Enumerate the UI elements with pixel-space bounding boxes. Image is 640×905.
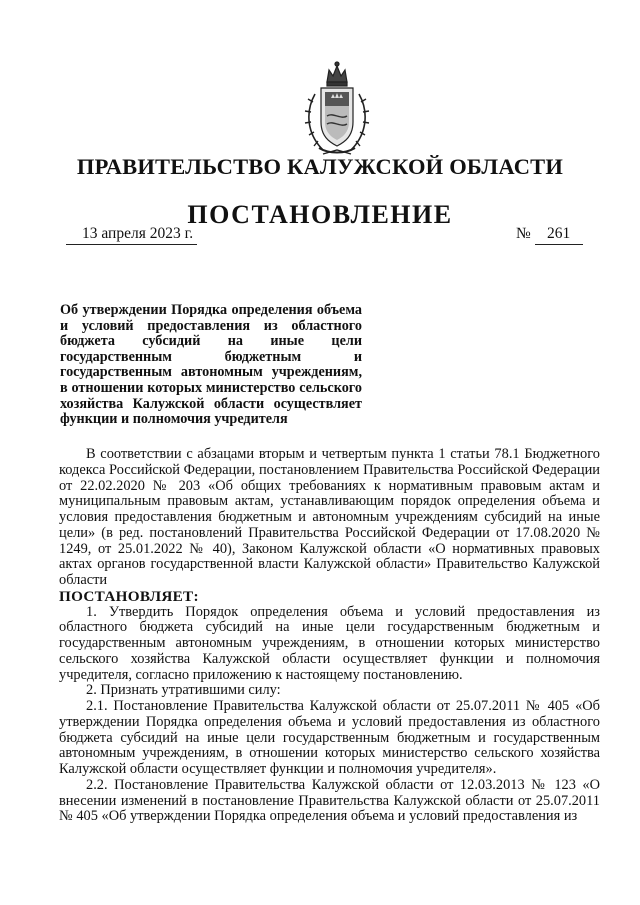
- preamble-paragraph: В соответствии с абзацами вторым и четвертым пункта 1 статьи 78.1 Бюджетного кодекса Российской Федерации, постановлением Правительства Российской Федерации от 22.02.2020 № 203 «Об общих требованиях к нормативным правовым актам и муниципальным правовым актам, устанавливающим порядок определения объема и условия предоставления бюджетным и автономным учреждениям субсидий на иные цели» (в ред. постановлений Правительства Российской Федерации от 17.08.2020 № 1249, от 25.01.2022 № 40), Законом Калужской области «О нормативных правовых актах органов государственной власти Калужской области» Правительство Калужской области: [59, 446, 600, 588]
- decree-heading: ПОСТАНОВЛЯЕТ:: [59, 587, 199, 605]
- coat-of-arms-icon: [301, 60, 373, 158]
- number-label: №: [516, 225, 531, 242]
- list-item: 2. Признать утратившими силу:: [86, 682, 281, 699]
- document-number: [516, 225, 583, 245]
- list-item: 2.1. Постановление Правительства Калужской области от 25.07.2011 № 405 «Об утверждении Порядка определения объема и условий предоставления из областного бюджета субсидий на иные цели государственным бюджетным и государственным автономным учреждениям, в отношении которых министерство сельского хозяйства Калужской области осуществляет функции и полномочия учредителя».: [59, 698, 600, 777]
- number-value: 261: [535, 225, 583, 245]
- list-item: 1. Утвердить Порядок определения объема и условий предоставления из областного бюджета субсидий на иные цели государственным бюджетным и государственным автономным учреждениям, в отношении которых министерство сельского хозяйства Калужской области осуществляет функции и полномочия учредителя, согласно приложению к настоящему постановлению.: [59, 603, 600, 683]
- document-type-title: ПОСТАНОВЛЕНИЕ: [187, 200, 453, 229]
- document-subject: Об утверждении Порядка определения объема и условий предоставления из областного бюджета субсидий на иные цели государственным бюджетным и государственным автономным учреждениям, в отношении которых министерство сельского хозяйства Калужской области осуществляет функции и полномочия учредителя: [60, 302, 362, 428]
- document-date: [66, 225, 197, 245]
- government-title: ПРАВИТЕЛЬСТВО КАЛУЖСКОЙ ОБЛАСТИ: [76, 154, 564, 179]
- list-item: 2.2. Постановление Правительства Калужской области от 12.03.2013 № 123 «О внесении изменений в постановление Правительства Калужской области от 25.07.2011 № 405 «Об утверждении Порядка определения объема и условий предоставления из: [59, 776, 600, 825]
- document-body: [59, 447, 600, 825]
- date-value: 13 апреля 2023 г.: [66, 225, 197, 245]
